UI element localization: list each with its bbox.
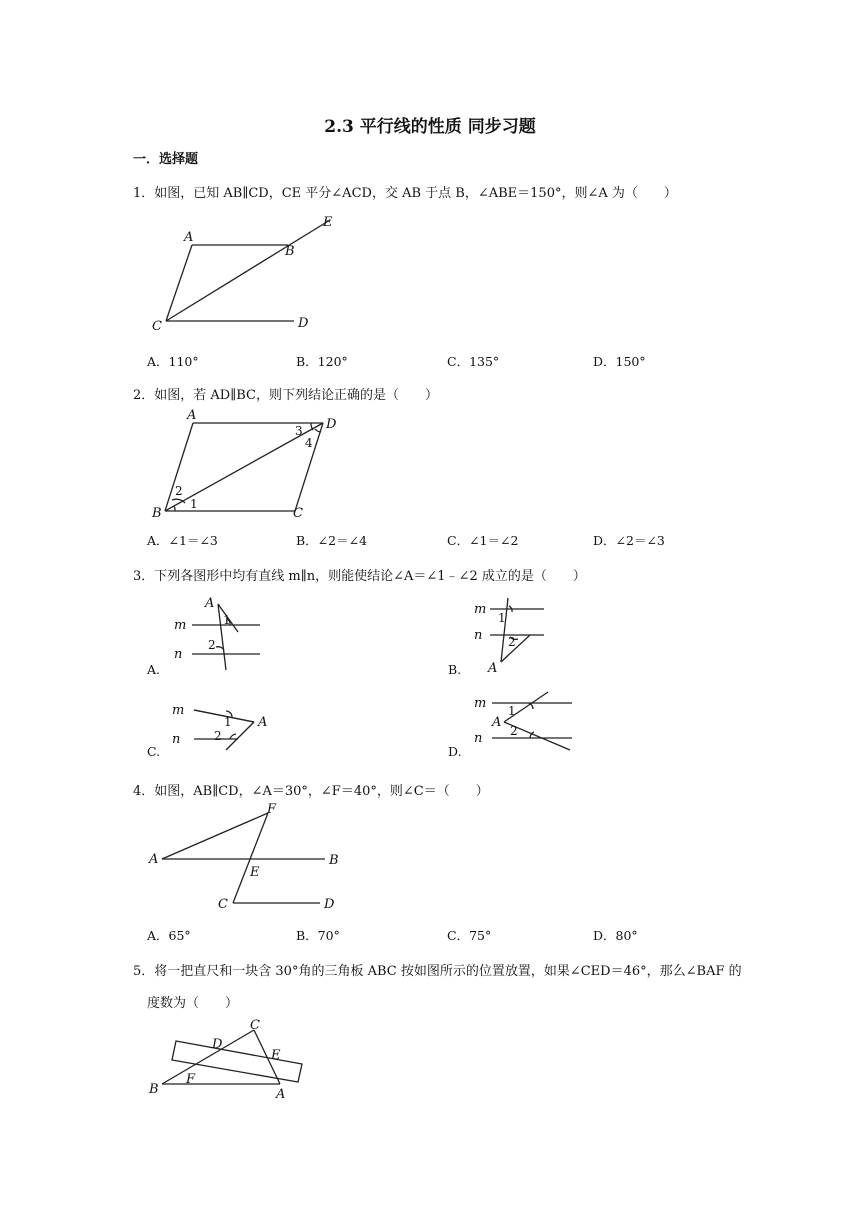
label-m: m <box>474 602 487 617</box>
question-4-option-c[interactable]: C．75° <box>447 928 492 943</box>
label-n: n <box>174 647 183 662</box>
question-3b-figure <box>470 592 570 677</box>
label-f: F <box>267 802 277 817</box>
label-e: E <box>323 215 333 230</box>
label-a: A <box>258 715 268 730</box>
label-angle-4: 4 <box>305 436 313 450</box>
question-4-figure <box>140 804 360 914</box>
label-angle-1: 1 <box>223 613 231 627</box>
question-5-stem-line-2: 度数为（ ） <box>147 996 239 1011</box>
label-angle-2: 2 <box>510 724 518 738</box>
question-5-stem-line-1: 5．将一把直尺和一块含 30°角的三角板 ABC 按如图所示的位置放置，如果∠CED＝46°，那么∠BAF 的 <box>133 964 742 979</box>
question-1-option-c[interactable]: C．135° <box>447 354 500 369</box>
label-angle-2: 2 <box>175 484 183 498</box>
label-b: B <box>152 506 162 521</box>
label-angle-1: 1 <box>498 611 506 625</box>
label-angle-2: 2 <box>508 635 516 649</box>
label-e: E <box>250 865 260 880</box>
question-4-option-b[interactable]: B．70° <box>296 928 340 943</box>
label-n: n <box>172 732 181 747</box>
question-3-stem: 3．下列各图形中均有直线 m∥n，则能使结论∠A＝∠1﹣∠2 成立的是（ ） <box>133 569 586 584</box>
segment-ca <box>166 245 192 321</box>
label-c: C <box>152 319 162 334</box>
question-1-option-d[interactable]: D．150° <box>593 354 646 369</box>
page-title: 2.3 平行线的性质 同步习题 <box>324 117 536 137</box>
arc-angle-1 <box>174 506 175 511</box>
label-m: m <box>174 618 187 633</box>
label-c: C <box>218 897 228 912</box>
label-a: A <box>276 1087 286 1102</box>
question-3-option-a[interactable]: A. <box>147 662 161 677</box>
label-m: m <box>474 696 487 711</box>
arc-angle-1 <box>529 703 533 709</box>
question-3a-figure <box>168 592 268 672</box>
question-2-option-c[interactable]: C．∠1＝∠2 <box>447 533 519 548</box>
label-a: A <box>149 852 159 867</box>
label-angle-3: 3 <box>295 424 303 438</box>
label-m: m <box>172 703 185 718</box>
question-5-figure <box>140 1015 315 1110</box>
label-f: F <box>186 1072 196 1087</box>
label-b: B <box>149 1082 159 1097</box>
section-heading: 一．选择题 <box>133 152 199 167</box>
question-4-option-a[interactable]: A．65° <box>147 928 191 943</box>
arc-angle-2 <box>172 499 185 503</box>
label-angle-1: 1 <box>224 715 232 729</box>
label-e: E <box>271 1048 281 1063</box>
question-3-option-c[interactable]: C. <box>147 744 161 759</box>
question-1-option-b[interactable]: B．120° <box>296 354 348 369</box>
label-angle-1: 1 <box>190 497 198 511</box>
label-b: B <box>329 853 339 868</box>
question-4-stem: 4．如图，AB∥CD，∠A＝30°，∠F＝40°，则∠C＝（ ） <box>133 784 489 799</box>
question-3d-figure <box>470 688 590 760</box>
label-a: A <box>184 230 194 245</box>
question-2-option-a[interactable]: A．∠1＝∠3 <box>147 533 218 548</box>
label-angle-2: 2 <box>214 729 222 743</box>
question-2-option-b[interactable]: B．∠2＝∠4 <box>296 533 368 548</box>
label-d: D <box>298 316 309 331</box>
label-a: A <box>205 596 215 611</box>
label-d: D <box>212 1037 223 1052</box>
label-c: C <box>293 506 303 521</box>
label-a: A <box>187 408 197 423</box>
question-3-option-d[interactable]: D. <box>448 744 462 759</box>
triangle-side-bc <box>162 1030 254 1084</box>
question-4-option-d[interactable]: D．80° <box>593 928 638 943</box>
label-d: D <box>326 417 337 432</box>
question-2-figure <box>145 405 355 520</box>
label-angle-1: 1 <box>508 704 516 718</box>
label-n: n <box>474 731 483 746</box>
question-1-option-a[interactable]: A．110° <box>147 354 199 369</box>
label-a: A <box>492 715 502 730</box>
question-1-figure <box>140 210 360 335</box>
label-c: C <box>250 1018 260 1033</box>
question-2-stem: 2．如图，若 AD∥BC，则下列结论正确的是（ ） <box>133 388 438 403</box>
label-b: B <box>285 244 295 259</box>
question-2-option-d[interactable]: D．∠2＝∠3 <box>593 533 665 548</box>
question-3c-figure <box>168 695 278 760</box>
label-n: n <box>474 628 483 643</box>
arc-angle-2 <box>230 734 236 739</box>
question-3-option-b[interactable]: B. <box>448 662 462 677</box>
transversal <box>501 598 508 662</box>
label-a: A <box>488 661 498 676</box>
label-angle-2: 2 <box>208 638 216 652</box>
label-d: D <box>324 897 335 912</box>
question-1-stem: 1．如图，已知 AB∥CD，CE 平分∠ACD，交 AB 于点 B，∠ABE＝150°，则∠A 为（ ） <box>133 186 677 201</box>
